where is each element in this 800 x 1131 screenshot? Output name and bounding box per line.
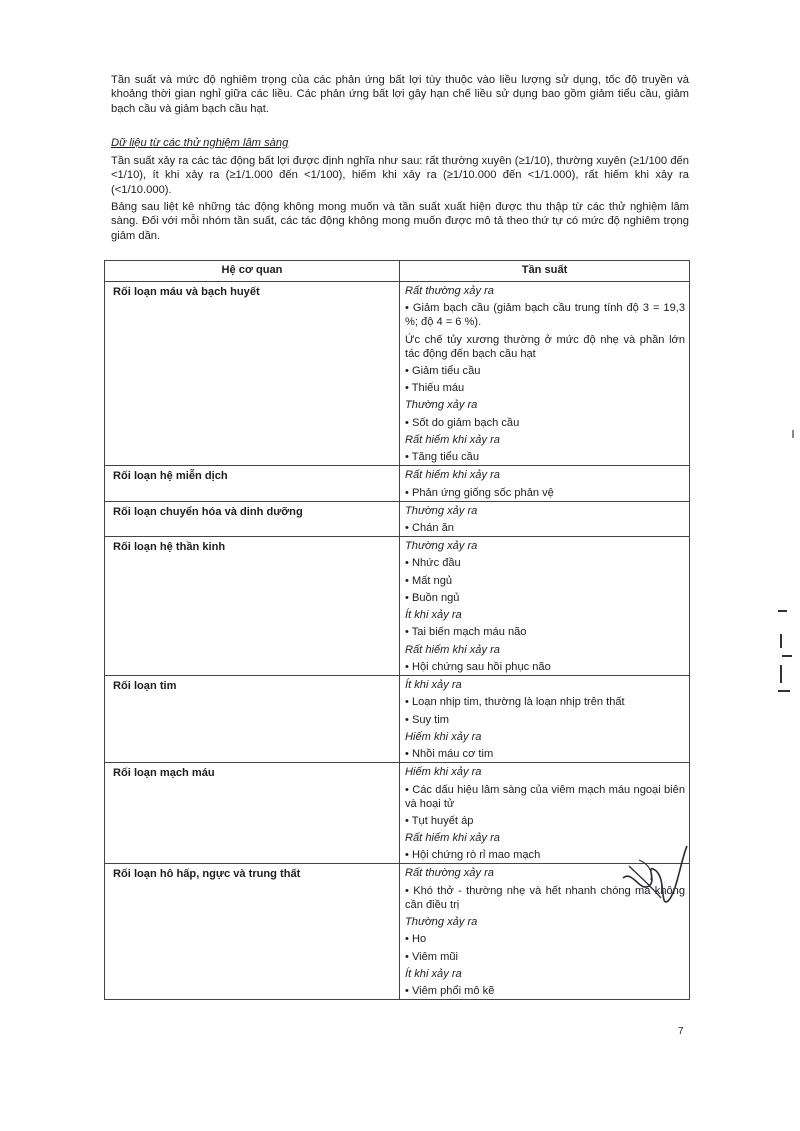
organ-system-cell: Rối loạn hệ miễn dịch xyxy=(105,466,400,501)
adverse-effect-item: • Hội chứng rò rỉ mao mạch xyxy=(405,849,541,862)
scan-artifact-bar-4 xyxy=(780,665,782,683)
adverse-effect-item: • Các dấu hiệu lâm sàng của viêm mạch máu ngoại biên và hoại tử xyxy=(405,783,685,810)
table-row xyxy=(105,676,690,763)
adverse-effect-item: • Tai biến mạch máu não xyxy=(405,626,527,639)
section-title: Dữ liệu từ các thử nghiệm lâm sàng xyxy=(111,137,289,149)
page-number: 7 xyxy=(678,1026,684,1037)
adverse-effect-item: • Giảm tiểu cầu xyxy=(405,364,481,377)
adverse-effect-item: • Suy tim xyxy=(405,713,449,726)
scan-artifact-dots xyxy=(792,430,794,438)
frequency-level: Ít khi xảy ra xyxy=(405,609,462,622)
table-row xyxy=(105,763,690,864)
frequency-level: Hiếm khi xảy ra xyxy=(405,766,482,779)
frequency-level: Rất thường xảy ra xyxy=(405,285,494,297)
organ-system-cell: Rối loạn chuyển hóa và dinh dưỡng xyxy=(105,501,400,536)
adverse-effect-item: • Sốt do giảm bạch cầu xyxy=(405,416,520,429)
frequency-level: Thường xảy ra xyxy=(405,399,478,412)
adverse-effect-item: • Ho xyxy=(405,933,427,946)
scan-artifact-bar-5 xyxy=(778,690,790,692)
frequency-level: Hiếm khi xảy ra xyxy=(405,730,482,743)
scan-artifact-bar-2 xyxy=(780,634,782,648)
adverse-effect-item: • Nhức đầu xyxy=(405,557,461,570)
header-frequency: Tần suất xyxy=(400,261,690,282)
adverse-effect-item: • Loạn nhịp tim, thường là loạn nhịp trên thất xyxy=(405,696,625,709)
organ-system-cell: Rối loạn hệ thần kinh xyxy=(105,536,400,675)
adverse-effect-item: • Mất ngủ xyxy=(405,574,453,587)
organ-system-cell: Rối loạn mạch máu xyxy=(105,763,400,864)
adverse-effect-item: • Buồn ngủ xyxy=(405,591,460,604)
scan-artifact-bar-3 xyxy=(782,655,792,657)
frequency-cell xyxy=(400,536,690,675)
table-row xyxy=(105,282,690,466)
adverse-effect-item: • Viêm mũi xyxy=(405,950,458,963)
table-row xyxy=(105,864,690,1000)
frequency-level: Rất hiếm khi xảy ra xyxy=(405,469,500,482)
frequency-cell xyxy=(400,282,690,466)
table-row xyxy=(105,466,690,501)
frequency-cell xyxy=(400,676,690,763)
table-intro-paragraph: Bảng sau liệt kê những tác động không mong muốn và tần suất xuất hiện được thu thập từ các thử nghiệm lâm sàng. Đối với mỗi nhóm tần suất, các tác động không mong muốn được mô tả theo thứ tự có mức độ nghiêm trọng giảm dần. xyxy=(111,201,689,242)
organ-system-cell: Rối loạn tim xyxy=(105,676,400,763)
table-row xyxy=(105,536,690,675)
scan-artifact-bar-1 xyxy=(778,610,787,612)
adverse-effect-item: • Viêm phổi mô kẽ xyxy=(405,985,495,998)
adverse-effect-item: • Phản ứng giống sốc phản vệ xyxy=(405,486,554,499)
header-organ-system: Hệ cơ quan xyxy=(105,261,400,282)
organ-system-cell: Rối loạn máu và bạch huyết xyxy=(105,282,400,466)
frequency-level: Rất hiếm khi xảy ra xyxy=(405,832,500,845)
frequency-cell xyxy=(400,466,690,501)
frequency-level: Thường xảy ra xyxy=(405,539,478,552)
signature-mark xyxy=(615,840,695,920)
adverse-effect-item: • Chán ăn xyxy=(405,521,454,534)
intro-paragraph: Tần suất và mức độ nghiêm trọng của các phản ứng bất lợi tùy thuộc vào liều lượng sử dụng, tốc độ truyền và khoảng thời gian nghỉ giữa các liều. Các phản ứng bất lợi gây hạn chế liều sử dụng bao gồm giảm tiểu cầu, giảm bạch cầu và giảm bạch cầu hạt. xyxy=(111,74,689,115)
frequency-level: Thường xảy ra xyxy=(405,504,478,517)
organ-system-cell: Rối loạn hô hấp, ngực và trung thất xyxy=(105,864,400,1000)
table-header-row xyxy=(105,261,690,282)
frequency-level: Rất hiếm khi xảy ra xyxy=(405,643,500,656)
frequency-level: Rất thường xảy ra xyxy=(405,867,494,880)
adverse-effect-item: • Hội chứng sau hồi phục não xyxy=(405,661,551,674)
adverse-reactions-table xyxy=(104,260,690,1000)
adverse-effect-item: • Tụt huyết áp xyxy=(405,814,474,827)
frequency-level: Ít khi xảy ra xyxy=(405,967,462,980)
table-body xyxy=(105,282,690,1000)
adverse-effect-item: • Nhồi máu cơ tim xyxy=(405,748,494,761)
adverse-effect-item: • Tăng tiểu cầu xyxy=(405,451,479,464)
frequency-definition-paragraph: Tần suất xảy ra các tác động bất lợi được định nghĩa như sau: rất thường xuyên (≥1/10), thường xuyên (≥1/100 đến <1/10), ít khi xảy ra (≥1/1.000 đến <1/100), hiếm khi xảy ra (≥1/10.000 đến <1/1.000), rất hiếm khi xảy ra (<1/10.000). xyxy=(111,155,689,196)
adverse-effect-item: • Thiếu máu xyxy=(405,382,465,395)
frequency-level: Rất hiếm khi xảy ra xyxy=(405,434,500,447)
adverse-effect-item: • Giảm bạch cầu (giảm bạch cầu trung tính độ 3 = 19,3 %; độ 4 = 6 %). xyxy=(405,302,685,329)
adverse-effect-item: • Khó thở - thường nhẹ và hết nhanh chóng mà không cần điều trị xyxy=(405,884,685,911)
frequency-level: Thường xảy ra xyxy=(405,916,478,929)
frequency-cell xyxy=(400,501,690,536)
adverse-effect-item: Ức chế tủy xương thường ở mức độ nhẹ và phần lớn tác động đến bạch cầu hạt xyxy=(405,333,685,360)
table-row xyxy=(105,501,690,536)
frequency-level: Ít khi xảy ra xyxy=(405,679,462,692)
